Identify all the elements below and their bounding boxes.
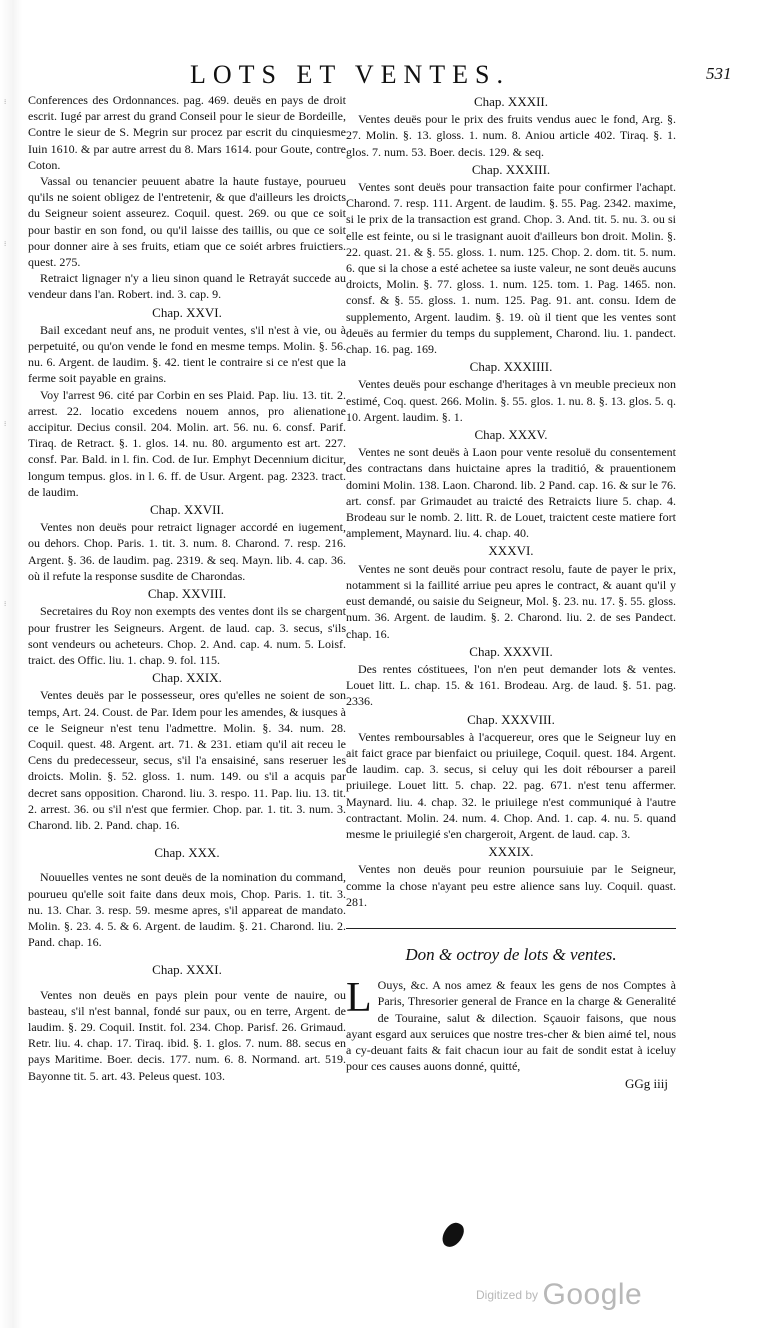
chapter-heading: Chap. XXXVIII. bbox=[467, 711, 555, 727]
chapter-heading: Chap. XXX. bbox=[154, 845, 220, 861]
right-column bbox=[346, 92, 676, 1093]
edge-bleed-mark: ⁝ bbox=[4, 600, 7, 608]
edge-bleed-mark: ⁝ bbox=[4, 98, 7, 106]
paragraph: Bail excedant neuf ans, ne produit ventes, s'il n'est à vie, ou à perpetuité, ou qu'on vende le fond en mesme temps. Molin. §. 56. nu. 6. Argent. de laudim. §. 42. tient le contraire si ce n'est que la ferme soit payable en grains. bbox=[28, 322, 346, 386]
grant-body bbox=[346, 977, 676, 1074]
paragraph: Ventes deuës pour le prix des fruits vendus auec le fond, Arg. §. 27. Molin. §. 13. gloss. 1. num. 8. Aniou article 402. Tiraq. §. 1. glos. 7. num. 53. Boer. decis. 129. & seq. bbox=[346, 112, 676, 159]
section-rule bbox=[346, 928, 676, 929]
chapter-heading: Chap. XXXIIII. bbox=[469, 359, 553, 375]
paragraph: Ventes deuës par le possesseur, ores qu'elles ne soient de son temps, Art. 24. Coust. de Par. Idem pour les amendes, & iusques à ce le Seigneur n'est tenu l'admettre. Molin. §. 34. num. 28. Coquil. quest. 48. Argent. art. 71. & 231. etiam qu'il ait receu le Cens du predecesseur, secus, s'il l'a ensaisiné, sans reseruer les droicts. Molin. §. 52. gloss. 1. num. 149. ou s'il a acquis par decret sans opposition. Charond. liu. 3. respo. 11. Pap. liu. 13. tit. 2. arrest. 36. ou s'il n'est que fermier. Chop. par. 1. tit. 3. num. 3. Charond. lib. 2. Pand. chap. 16. bbox=[28, 688, 346, 832]
paragraph: Ventes non deuës pour retraict lignager accordé en iugement, ou dehors. Chop. Paris. 1. tit. 3. num. 8. Charond. 7. resp. 216. Argent. §. 36. de laudim. pag. 2319. & seq. Mayn. lib. 4. cap. 36. où il refute la response susdite de Charondas. bbox=[28, 520, 346, 583]
chapter-heading: Chap. XXXII. bbox=[473, 94, 548, 109]
paragraph: Ventes sont deuës pour transaction faite pour confirmer l'achapt. Charond. 7. resp. 111. Argent. de laudim. §. 55. Pag. 2342. maxime, si le prix de la transaction est grand. Chop. 3. And. tit. 5. nu. 3. ou si elle est feinte, ou si le trasignant auoit d'ailleurs bon droit. Molin. §. 22. quast. 21. & §. 55. gloss. 1. num. 125. Chop. 2. dom. tit. 5. num. 6. que si la chose a esté achetee sa iuste valeur, ne sont deuës aucuns droicts, Molin. §. 77. gloss. 1. num. 125. tom. 1. Pag. 1465. non. consf. & §. 55. gloss. 1. num. 125. Pag. 91. ant. consu. Idem de supplemento, Argent. laudim. §. 19. où il tient que les ventes sont deuës au fermier du temps du supplement, Charond. liu. 1. pandect. chap. 16. pag. 169. bbox=[346, 180, 676, 357]
chapter-heading: Chap. XXVIII. bbox=[147, 586, 227, 602]
paragraph: Ventes ne sont deuës pour contract resolu, faute de payer le prix, notamment si la faillité arriue peu apres le contract, & auant qu'il y eust demandé, ou saisie du Seigneur, Mol. §. 23. nu. 17. §. 55. gloss. num. 36. Argent. de laudim. §. 2. Charond. liu. 2. de ses Pandect. chap. 16. bbox=[346, 561, 676, 641]
chapter-heading: Chap. XXXV. bbox=[474, 427, 548, 443]
running-title: LOTS ET VENTES. bbox=[190, 60, 510, 89]
ink-blot bbox=[439, 1219, 467, 1250]
scan-page-edge bbox=[0, 0, 22, 1328]
digitized-watermark bbox=[476, 1278, 642, 1312]
paragraph: Ventes remboursables à l'acquereur, ores que le Seigneur luy en ait faict grace par bienfaict ou priuilege, Coquil. quest. 184. Argent. de laudim. cap. 3. secus, si celuy qui les doit rébourser a pareil priuilege. Louet litt. 5. chap. 22. pag. 671. n'est tenu affermer. Maynard. liu. 4. chap. 32. le priuilege n'est communiqué à l'autre contractant. Molin. 24. num. 4. Chop. And. 1. cap. 4. nu. 5. quand mesme le priuilegié s'en chargeroit, Argent. de laud. cap. 3. bbox=[346, 729, 676, 841]
watermark-prefix: Digitized by bbox=[476, 1288, 539, 1302]
grant-text: Ouys, &c. A nos amez & feaux les gens de nos Comptes à Paris, Thresorier general de France en la charge & Generalité de Touraine, salut & dilection. Sçauoir faisons, que nous ayant esgard aux seruices que nostre tres-cher & bien aimé tel, nous a cy-deuant faits & fait chacun iour au fait de sondit estat à iceluy pour ces causes auons donné, quitté, bbox=[346, 978, 676, 1074]
paragraph: Vassal ou tenancier peuuent abatre la haute fustaye, pourueu qu'ils ne soient obligez de l'entretenir, & que d'ailleurs les droicts du Seigneur soient asseurez. Coquil. quest. 269. ou que ce soit pour bastir en son fond, ou qu'il laisse des taillis, ou que ce soit pour donner aire à ses fruits, etiam que ce soiét arbres fruictiers. quest. 275. bbox=[28, 174, 346, 270]
chapter-heading: XXXVI. bbox=[488, 543, 534, 559]
catchword-signature: GGg iiij bbox=[625, 1076, 668, 1092]
paragraph: Retraict lignager n'y a lieu sinon quand le Retrayát succede au vendeur dans l'an. Robert. ind. 3. cap. 9. bbox=[28, 271, 346, 302]
chapter-heading: Chap. XXVI. bbox=[152, 304, 222, 320]
paragraph: Des rentes cóstituees, l'on n'en peut demander lots & ventes. Louet litt. L. chap. 15. & 161. Brodeau. Arg. de laud. §. 51. pag. 2336. bbox=[346, 661, 676, 709]
chapter-heading: Chap. XXXI. bbox=[152, 962, 222, 978]
edge-bleed-mark: ⁝ bbox=[4, 240, 7, 248]
paragraph: Ventes non deuës pour reunion poursuiuie par le Seigneur, comme la chose n'ayant peu estre alience sans luy. Coquil. quast. 281. bbox=[346, 862, 676, 909]
chapter-heading: Chap. XXIX. bbox=[152, 670, 222, 686]
chapter-heading: XXXIX. bbox=[488, 844, 534, 860]
paragraph: Ventes ne sont deuës à Laon pour vente resoluë du consentement des contractans dans huictaine apres la traditió, & prauentionem domini Molin. 138. Laon. Charond. lib. 2 Pand. cap. 16. & sur le 76. art. consf. par Grimaudet au traicté des Retraicts liure 5. chap. 4. Brodeau sur le nomb. 2. litt. R. de Louet, traictent ceste matiere fort amplement, Maynard. liu. 4. chap. 40. bbox=[346, 445, 676, 541]
left-column bbox=[28, 92, 346, 1084]
chapter-heading: Chap. XXXIII. bbox=[471, 161, 551, 177]
paragraph: Secretaires du Roy non exempts des ventes dont ils se chargent pour frustrer les Seigneurs. Argent. de laud. cap. 3. secus, s'ils sont vendeurs ou acheteurs. Chop. 2. And. cap. 4. num. 5. Loisf. traict. des Offic. liu. 1. chap. 9. fol. 115. bbox=[28, 604, 346, 667]
drop-cap-letter: L bbox=[346, 975, 372, 1022]
paragraph: Ventes deuës pour eschange d'heritages à vn meuble precieux non estimé, Coq. quest. 266. Molin. §. 55. glos. 1. nu. 8. §. 13. glos. 5. q. 10. Argent. laudim. §. 1. bbox=[346, 377, 676, 424]
paragraph: Voy l'arrest 96. cité par Corbin en ses Plaid. Pap. liu. 13. tit. 2. arrest. 22. locatio excedens nouem annos, pro alienatione accipitur. Decius consil. 204. Molin. art. 56. nu. 6. consf. Parif. Tiraq. de Retract. §. 1. glos. 14. nu. 80. argumento est art. 227. consf. Par. Bald. in l. fin. Cod. de Iur. Emphyt Decennium dicitur, longum tempus. glos. in l. 6. ff. de Usur. Argent. pag. 2323. tract. de laudim. bbox=[28, 387, 346, 499]
right-column-entries bbox=[346, 94, 676, 910]
paragraph: Nouuelles ventes ne sont deuës de la nomination du command, pourueu qu'elle soit faite dans deux mois, Chop. Paris. 1. tit. 3. nu. 13. Char. 3. resp. 59. mesme apres, s'il appareat de mandato. Molin. §. 23. 4. 5. & 6. Argent. de laudim. §. 21. Charond. liu. 2. Pand. chap. 16. bbox=[28, 870, 346, 950]
grant-title: Don & octroy de lots & ventes. bbox=[405, 944, 617, 964]
chapter-heading: Chap. XXXVII. bbox=[469, 643, 553, 659]
edge-bleed-mark: ⁝ bbox=[4, 420, 7, 428]
page-number: 531 bbox=[706, 64, 732, 83]
google-logo: Google bbox=[542, 1278, 643, 1311]
paragraph: Ventes non deuës en pays plein pour vente de nauire, ou basteau, s'il n'est bannal, fondé sur paux, ou en terre, Argent. de laudim. §. 29. Coquil. Instit. fol. 234. Chop. Parisf. 26. Grimaud. Retr. liu. 4. chap. 17. Tiraq. ibid. §. 1. glos. 7. num. 88. secus en pays Maritime. Boer. decis. 177. num. 6. 8. Normand. art. 519. Bayonne tit. 5. art. 43. Peleus quest. 103. bbox=[28, 987, 346, 1083]
chapter-heading: Chap. XXVII. bbox=[149, 502, 224, 518]
paragraph: Conferences des Ordonnances. pag. 469. deuës en pays de droit escrit. Iugé par arrest du grand Conseil pour le sieur de Bordeille, Contre le sieur de S. Megrin sur procez par escrit du cinquiesme Iuin 1610. & par autre arrest du 8. Mars 1614. pour Goute, contre Coton. bbox=[28, 93, 346, 172]
